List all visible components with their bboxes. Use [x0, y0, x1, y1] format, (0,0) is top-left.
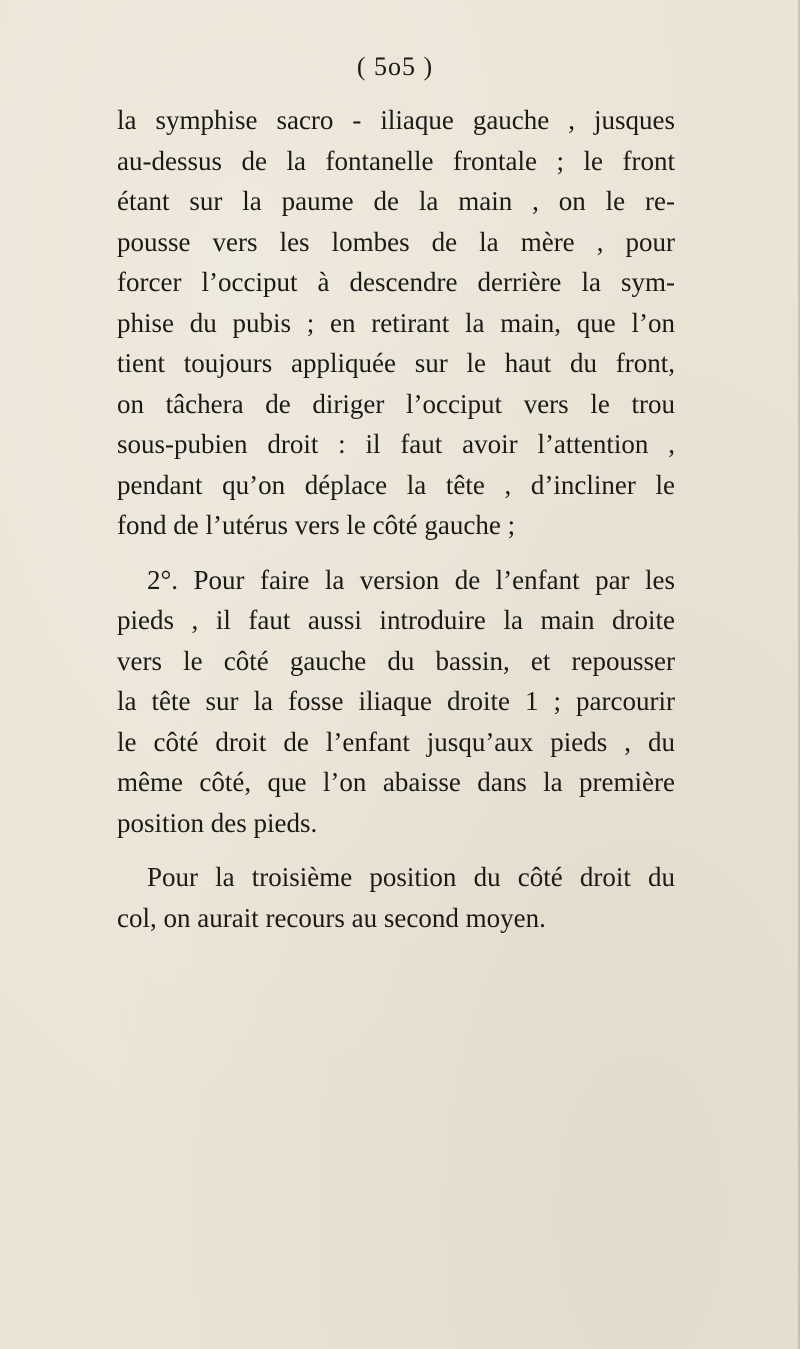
text-line: fond de l’utérus vers le côté gauche ; [117, 510, 516, 540]
text-line: étant sur la paume de la main , on le re- [117, 186, 675, 216]
page-number: ( 5o5 ) [356, 52, 434, 81]
text-line: sous-pubien droit : il faut avoir l’attention , [117, 429, 675, 459]
text-line: même côté, que l’on abaisse dans la première [117, 767, 675, 797]
text-line: pieds , il faut aussi introduire la main droite [117, 605, 675, 635]
text-line: Pour la troisième position du côté droit du [147, 862, 675, 892]
text-line: la symphise sacro - iliaque gauche , jusques [117, 105, 675, 135]
paragraph-spacer [117, 843, 675, 857]
text-line: pendant qu’on déplace la tête , d’incliner le [117, 469, 675, 500]
body-text [117, 100, 675, 938]
paragraph-1 [117, 100, 675, 546]
text-line: au-dessus de la fontanelle frontale ; le front [117, 145, 675, 176]
text-line: pousse vers les lombes de la mère , pour [117, 226, 675, 257]
text-line: le côté droit de l’enfant jusqu’aux pieds , du [117, 726, 675, 757]
text-line: tient toujours appliquée sur le haut du front, [117, 348, 675, 378]
text-line: on tâchera de diriger l’occiput vers le trou [117, 388, 675, 419]
text-line: vers le côté gauche du bassin, et repousser [117, 645, 675, 676]
text-line: la tête sur la fosse iliaque droite 1 ; parcourir [117, 686, 675, 716]
paragraph-spacer [117, 546, 675, 560]
text-line: 2°. Pour faire la version de l’enfant par les [147, 564, 675, 595]
text-line: position des pieds. [117, 807, 318, 838]
text-line: phise du pubis ; en retirant la main, que l’on [117, 307, 675, 338]
paragraph-2 [117, 560, 675, 844]
paragraph-3 [117, 857, 675, 938]
text-line: forcer l’occiput à descendre derrière la sym- [117, 267, 675, 297]
text-line: col, on aurait recours au second moyen. [117, 902, 546, 933]
